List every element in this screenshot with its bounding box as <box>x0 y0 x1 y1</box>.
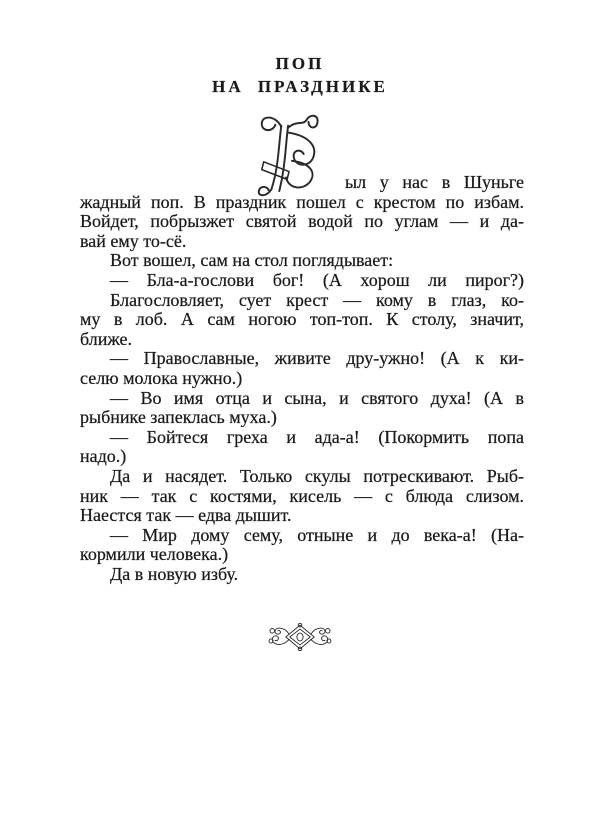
text-line: — Во имя отца и сына, и святого духа! (А в <box>110 387 524 408</box>
text-line: — Мир дому сему, отныне и до века-а! (На- <box>110 524 524 545</box>
text-line: ближе. <box>80 328 133 349</box>
story-title <box>0 52 600 98</box>
text-line: — Бойтеся греха и ада-а! (Покормить попа <box>110 426 524 447</box>
text-line: — Православные, живите дру-ужно! (А к ки- <box>110 348 524 369</box>
first-text-line <box>80 173 524 193</box>
text-line: — Бла-а-гослови бог! (А хорош ли пирог?) <box>110 269 524 290</box>
text-line: ник — так с костями, кисель — с блюда слизом. <box>80 485 524 506</box>
text-line: Вот вошел, сам на стол поглядывает: <box>110 250 394 271</box>
text-line: кормили человека.) <box>80 544 229 565</box>
story-body <box>80 173 524 584</box>
text-line: жадный поп. В праздник пошел с крестом по избам. <box>80 191 524 212</box>
first-line-text: ыл у нас в Шуньге <box>345 172 524 192</box>
text-line: Наестся так — едва дышит. <box>80 505 292 526</box>
text-line: селю молока нужно.) <box>80 367 243 388</box>
text-line: Да и насядет. Только скулы потрескивают. Рыб- <box>110 465 524 486</box>
story-title-line-2: НА ПРАЗДНИКЕ <box>212 77 388 96</box>
text-line: Благословляет, сует крест — кому в глаз, ко- <box>110 289 524 310</box>
text-line: вай ему то-сё. <box>80 230 187 251</box>
body-lines <box>80 193 524 585</box>
ornament-vignette <box>0 617 600 662</box>
text-line: надо.) <box>80 446 127 467</box>
diamond-scroll-icon <box>266 617 334 657</box>
ornamental-dropcap-icon <box>252 111 330 199</box>
text-line: му в лоб. А сам ногою топ-топ. К столу, значит, <box>80 309 524 330</box>
text-line: Да в новую избу. <box>110 563 239 584</box>
text-line: рыбнике запеклась муха.) <box>80 407 277 428</box>
text-line: Войдет, побрызжет святой водой по углам — и да- <box>80 211 524 232</box>
story-title-line-1: ПОП <box>275 54 325 73</box>
